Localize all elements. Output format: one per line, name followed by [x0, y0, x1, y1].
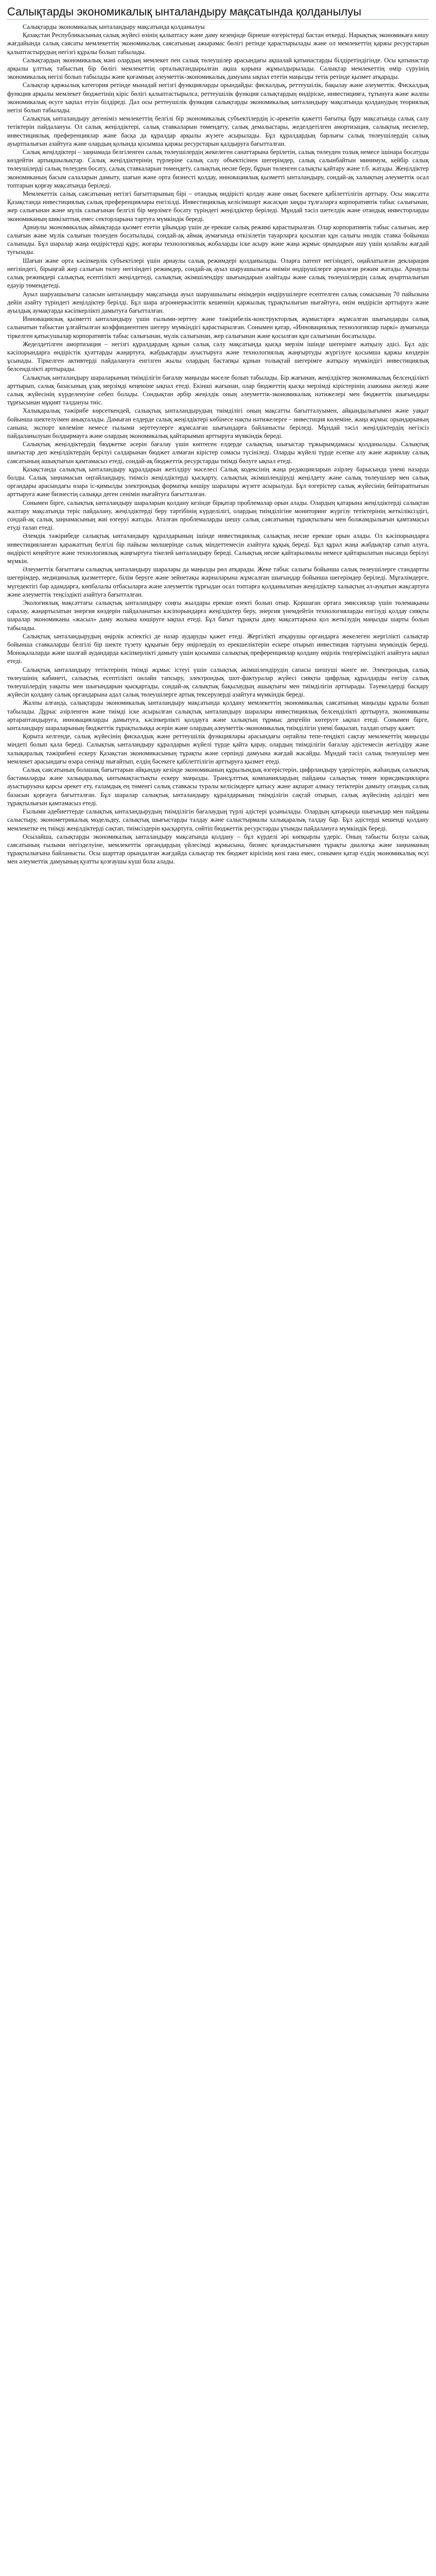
paragraph: Жалпы алғанда, салықтарды экономикалық ынталандыру мақсатында қолдану мемлекеттің экономикалық саясатының маңызды құралы болып табылады. Дұрыс әзірленген және тиімді іске асырылған салықтық ынталандыру шаралары инвестициялық белсенділікті арттыруға, экономиканы әртараптандыруға, инновацияларды дамытуға, кәсіпкерлікті қолдауға және халықтың тұрмыс деңгейін көтеруге ықпал етеді. Сонымен бірге, ынталандыру шараларының бюджеттік тұрақтылыққа әсерін және олардың әлеуметтік-экономикалық тиімділігін үнемі бақылап, талдап отыру қажет. — [7, 699, 429, 732]
paragraph: Салықтар қаржылық категория ретінде мынадай негізгі функцияларды орындайды: фискалдық, реттеушілік, бақылау және әлеуметтік. Фискалдық функция арқылы мемлекет бюджетінің кіріс бөлігі қалыптастырылса, реттеушілік функция салықтардың өндіріске, инвестицияға, тұтынуға және жалпы экономикалық өсуге ықпал етуін білдіреді. Дәл осы реттеушілік функция салықтарды экономикалық ынталандыру мақсатында қолданудың теориялық негізі болып табылады. — [7, 81, 429, 114]
paragraph: Қорыта келгенде, салық жүйесінің фискалдық және реттеушілік функциялары арасындағы оңтайлы тепе-теңдікті сақтау мемлекеттің маңызды міндеті болып қала береді. Салықтық ынталандыру құралдарын жүйелі түрде қайта қарау, олардың тиімділігін бағалау әдістемесін жетілдіру және халықаралық тәжірибені ескеру Қазақстан экономикасының тұрақты және серпінді дамуына жағдай жасайды. Мұндай тәсіл салық төлеушілер мен мемлекет арасындағы өзара сенімді нығайтып, елдің бәсекеге қабілеттілігін арттыруға қызмет етеді. — [7, 733, 429, 765]
paragraph: Ғылыми әдебиеттерде салықтық ынталандырудың тиімділігін бағалаудың түрлі әдістері ұсынылады. Олардың қатарында шығындар мен пайданы салыстыру, эконометрикалық модельдеу, салықтық шығыстарды талдау және салыстырмалы халықаралық талдау бар. Бұл әдістерді кешенді қолдану мемлекетке ең тиімді жеңілдіктерді сақтап, тиімсіздерін қысқартуға, сөйтіп бюджеттік ресурстарды ұтымды пайдалануға мүмкіндік береді. — [7, 808, 429, 832]
paragraph: Әлеуметтік бағыттағы салықтық ынталандыру шаралары да маңызды рөл атқарады. Жеке табыс салығы бойынша салық төлеушілерге стандартты шегерімдер, медициналық қызметтерге, білім беруге және зейнетақы жарналарына жұмсалған шығындар бойынша шегерімдер беріледі. Мұғалімдерге, мүгедектігі бар адамдарға, көпбалалы отбасыларға және әлеуметтік тұрғыдан осал топтарға қолданылатын жеңілдіктер халықтың әл-ауқатын жақсартуға және әлеуметтік теңсіздікті азайтуға бағытталған. — [7, 566, 429, 598]
paragraph: Әлемдік тәжірибеде салықтық ынталандыру құралдарының ішінде инвестициялық салықтық несие ерекше орын алады. Ол кәсіпорындарға инвестицияланған қаражаттың белгілі бір пайызы мөлшерінде салық міндеттемесін азайтуға құқық береді. Бұл құрал жаңа жабдықтар сатып алуға, өндірісті кеңейтуге және технологиялық жаңғыртуға тікелей ынталандыру береді. Салықтық несие қайтарылмалы немесе қайтарылатын нысанда берілуі мүмкін. — [7, 532, 429, 565]
paragraph: Қазақстан Республикасының салық жүйесі өзінің қалыптасу және даму кезеңінде бірнеше өзгерістерді бастан өткерді. Нарықтық экономикаға көшу жағдайында салық саясаты мемлекеттің экономикалық саясатының ажырамас бөлігі ретінде қарастырылады және ол мемлекеттің қаржы ресурстарын қалыптастырудың негізгі құралы болып табылады. — [7, 31, 429, 56]
paragraph: Шағын және орта кәсіпкерлік субъектілері үшін арнаулы салық режимдері қолданылады. Оларға патент негізіндегі, оңайлатылған декларация негізіндегі, бірыңғай жер салығын төлеу негізіндегі режимдер, сондай-ақ ауыл шаруашылығы өнімін өндірушілерге арналған режим жатады. Арнаулы салық режимдері салықтық есептілікті жеңілдетеді, салықтық әкімшілендіру шығындарын азайтады және салық төлеушілердің салық ауыртпалығын едәуір төмендетеді. — [7, 257, 429, 290]
paragraph: Осылайша, салықтарды экономикалық ынталандыру мақсатында қолдану – бұл күрделі әрі көпқырлы үдеріс. Оның табысты болуы салық саясатының ғылыми негізделуіне, мемлекеттік органдардың үйлесімді жұмысына, бизнес қоғамдастығымен тұрақты диалогқа және заңнаманың тұрақтылығына байланысты. Осы шарттар орындалған жағдайда салықтар тек бюджет кірісінің көзі ғана емес, сонымен қатар елдің экономикалық өсуі мен әлеуметтік дамуының қуатты қозғаушы күші бола алады. — [7, 833, 429, 866]
page-title: Салықтарды экономикалық ынталандыру мақсатында қолданылуы — [7, 5, 429, 20]
paragraph: Сонымен бірге, салықтық ынталандыру шараларын қолдану кезінде бірқатар проблемалар орын алады. Олардың қатарына жеңілдіктерді салықтан жалтару мақсатында теріс пайдалану, жеңілдіктерді беру тәртібінің күрделілігі, олардың тиімділігіне мониторинг жүргізу тетіктерінің жеткіліксіздігі, сондай-ақ салық заңнамасының жиі өзгеруі жатады. Аталған проблемаларды шешу салық саясатының тұрақтылығы мен болжамдылығын қамтамасыз етуді талап етеді. — [7, 499, 429, 532]
paragraph: Ауыл шаруашылығы саласын ынталандыру мақсатында ауыл шаруашылығы өнімдерін өндірушілерге есептелген салық сомасының 70 пайызына дейін азайту түріндегі жеңілдіктер берілді. Бұл шара агроөнеркәсіптік кешеннің қаржылық тұрақтылығын нығайтуға, өнім өндірісін арттыруға және ауылдық аумақтарда кәсіпкерлікті дамытуға бағытталған. — [7, 290, 429, 314]
paragraph: Қазақстанда салықтық ынталандыру құралдарын жетілдіру мәселесі Салық кодексінің жаңа редакцияларын әзірлеу барысында үнемі назарда болды. Салық заңнамасын оңтайландыру, тиімсіз жеңілдіктерді қысқарту, салықтық әкімшілендіруді жеңілдету және салық төлеушілер мен салық органдары арасындағы өзара іс-қимылды электрондық форматқа көшіру шаралары жүзеге асырылуда. Бұл өзгерістер салық жүйесінің бейтараптығын арттыруға және бизнестің салыққа деген сенімін нығайтуға бағытталған. — [7, 465, 429, 498]
paragraph: Экологиялық мақсаттағы салықтық ынталандыру соңғы жылдары ерекше өзекті болып отыр. Қоршаған ортаға эмиссиялар үшін төлемақыны саралау, жаңартылатын энергия көздерін пайдаланатын кәсіпорындарға жеңілдіктер беру, энергия үнемдейтін технологияларды енгізуді қолдау сияқты шаралар экономиканы «жасыл» даму жолына көшіруге ықпал етеді. Бұл бағыт тұрақты даму мақсаттарына қол жеткізудің маңызды шарты болып табылады. — [7, 599, 429, 632]
paragraph: Халықаралық тәжірибе көрсеткендей, салықтық ынталандырудың тиімділігі оның мақсатты бағытталуымен, айқындылығымен және уақыт бойынша шектелуімен анықталады. Дамыған елдерде салық жеңілдіктері көбінесе нақты нәтижелерге – инвестиция көлеміне, жаңа жұмыс орындарының санына, экспорт көлеміне немесе ғылыми зерттеулерге жұмсалған шығындарға байланысты беріледі. Мұндай тәсіл жеңілдіктердің негізсіз пайдаланылуын болдырмауға және олардың экономикалық қайтарымын арттыруға мүмкіндік береді. — [7, 407, 429, 439]
paragraph: Инновациялық қызметті ынталандыру үшін ғылыми-зерттеу және тәжірибелік-конструкторлық жұмыстарға жұмсалған шығындарды салық салынатын табыстан ұлғайтылған коэффициентпен шегеру мүмкіндігі қарастырылған. Сонымен қатар, «Инновациялық технологиялар паркі» аумағында тіркелген қатысушылар корпоративтік табыс салығынан, мүлік салығынан, жер салығынан және қосылған құн салығынан босатылады. — [7, 315, 429, 340]
article-subtitle: Салықтарды экономикалық ынталандыру мақсатында қолданылуы — [23, 23, 205, 30]
paragraph: Салық саясатының болашақ бағыттарын айқындау кезінде экономиканың құрылымдық өзгерістерін, цифрландыру үдерістерін, жаһандық салықтық бастамаларды және халықаралық ынтымақтастықты ескеру маңызды. Трансұлттық компаниялардың пайданы салықтық төмен юрисдикцияларға ауыстыруына қарсы әрекет ету, ғаламдық ең төменгі салық ставкасы туралы келісімдерге қатысу және ақпарат алмасу тетіктерін дамыту отандық салық базасын қорғауға бағытталған. Бұл шаралар салықтық ынталандыру құралдарының тиімділігін сақтай отырып, салық жүйесінің әділдігі мен тұрақтылығын қамтамасыз етеді. — [7, 766, 429, 807]
article-body — [7, 23, 429, 866]
paragraph: Арнаулы экономикалық аймақтарда қызмет ететін ұйымдар үшін де ерекше салық режимі қарастырылған. Олар корпоративтік табыс салығын, жер салығын және мүлік салығын төлеуден босатылады, сондай-ақ аймақ аумағында өткізілетін тауарларға қосылған құн салығы нөлдік ставка бойынша салынады. Бұл шаралар жаңа өндірістерді құру, жоғары технологиялық жобаларды іске асыру және жаңа жұмыс орындарын ашу үшін қолайлы жағдай туғызады. — [7, 223, 429, 256]
paragraph: Мемлекеттік салық саясатының негізгі бағыттарының бірі – отандық өндірісті қолдау және оның бәсекеге қабілеттілігін арттыру. Осы мақсатта Қазақстанда инвестициялық салық преференциялары енгізілді. Инвестициялық келісімшарт жасасқан заңды тұлғаларға корпоративтік табыс салығынан, жер салығынан және мүлік салығынан белгілі бір мерзімге босату түріндегі жеңілдіктер беріледі. Мұндай тәсіл шетелдік және отандық инвесторларды экономиканың шикізаттық емес секторларына тартуға мүмкіндік береді. — [7, 190, 429, 223]
paragraph: Салық жеңілдіктері – заңнамада белгіленген салық төлеушілердің жекелеген санаттарына берілетін, салық төлеуден толық немесе ішінара босатуды көздейтін артықшылықтар. Салық жеңілдіктерінің түрлеріне салық салу объектісінен шегерімдер, салық салынбайтын минимум, кейбір салық төлеушілерді салық төлеуден босату, салық ставкаларын төмендету, салықтық несие беру, бұрын төленген салықты қайтару және т.б. жатады. Жеңілдіктер экономиканың басым салаларын дамыту, шағын және орта бизнесті қолдау, инновациялық қызметті ынталандыру, сондай-ақ халықтың әлеуметтік осал топтарын қорғау мақсатында беріледі. — [7, 148, 429, 189]
paragraph: Салықтық жеңілдіктердің бюджетке әсерін бағалау үшін көптеген елдерде салықтық шығыстар тұжырымдамасы қолданылады. Салықтық шығыстар деп жеңілдіктердің берілуі салдарынан бюджет алмаған кірістер сомасы түсініледі. Оларды жүйелі түрде есепке алу және жариялау салық саясатының ашықтығын қамтамасыз етеді, сондай-ақ бюджеттік ресурстарды тиімді бөлуге ықпал етеді. — [7, 440, 429, 465]
paragraph: Салықтардың экономикалық мәні олардың мемлекет пен салық төлеушілер арасындағы ақшалай қатынастарды білдіретіндігінде. Осы қатынастар арқылы ұлттық табыстың бір бөлігі мемлекеттің орталықтандырылған ақша қорына жұмылдырылады. Салықтар мемлекеттің өмір сүруінің экономикалық негізі болып табылады және қоғамның әлеуметтік-экономикалық дамуына ықпал ететін маңызды тетік ретінде қызмет атқарады. — [7, 56, 429, 81]
paragraph: Салықтық ынталандыру тетіктерінің тиімді жұмыс істеуі үшін салықтық әкімшілендірудің сапасы шешуші мәнге ие. Электрондық салық төлеушінің кабинеті, салықтық есептілікті онлайн тапсыру, электрондық шот-фактуралар жүйесі сияқты цифрлық құралдарды енгізу салық төлеушілердің уақыты мен шығындарын қысқартады, сондай-ақ салықтық бақылаудың ашықтығы мен тиімділігін арттырады. Тәуекелдерді басқару жүйесін қолдану салық органдарына адал салық төлеушілерге артық тексерулерді азайтуға мүмкіндік береді. — [7, 666, 429, 699]
article — [0, 0, 436, 876]
paragraph: Салықтық ынталандыру дегеніміз мемлекеттің белгілі бір экономикалық субъектілердің іс-әрекетін қажетті бағытқа бұру мақсатында салық салу тетіктерін пайдалануы. Ол салық жеңілдіктері, салық ставкаларын төмендету, салық демалыстары, жеделдетілген амортизация, салықтық несиелер, инвестициялық преференциялар және басқа да құралдар арқылы жүзеге асырылады. Бұл құралдардың барлығы салық төлеушілердің салық ауыртпалығын азайтуға және олардың қолында қосымша қаржы ресурстарын қалдыруға бағытталған. — [7, 115, 429, 147]
paragraph-list — [7, 31, 429, 866]
paragraph: Жеделдетілген амортизация – негізгі құралдардың құнын салық салу мақсатында қысқа мерзім ішінде шегерімге жатқызу әдісі. Бұл әдіс кәсіпорындарға өндірістік қуаттарды жаңартуға, жабдықтарды ауыстыруға және технологиялық жаңғыртуды жүргізуге қосымша қаржы көздерін ұсынады. Тіркелген активтерді пайдалануға енгізген жылы олардың бастапқы құнын толықтай шегерімге жатқызу мүмкіндігі инвестициялық белсенділікті арттырады. — [7, 340, 429, 373]
paragraph: Салықтық ынталандырудың өңірлік аспектісі де назар аударуды қажет етеді. Жергілікті атқарушы органдарға жекелеген жергілікті салықтар бойынша ставкаларды белгілі бір шекте түзету құқығын беру өңірлердің өз ерекшеліктерін ескере отырып инвестиция тартуына мүмкіндік береді. Моноқалаларда және шалғай аудандарда кәсіпкерлікті дамыту үшін қосымша салықтық преференциялар қолдану өңірлік теңгерімсіздікті азайтуға ықпал етеді. — [7, 632, 429, 665]
paragraph: Салықтық ынталандыру шараларының тиімділігін бағалау маңызды мәселе болып табылады. Бір жағынан, жеңілдіктер экономикалық белсенділікті арттырып, салық базасының ұзақ мерзімді кеңеюіне ықпал етеді. Екінші жағынан, олар бюджеттің қысқа мерзімді кірістерінің азаюына әкеледі және салық жүйесінің күрделенуіне себеп болады. Сондықтан әрбір жеңілдік оның әлеуметтік-экономикалық нәтижелері мен бюджеттік шығындары тұрғысынан мұқият талдануы тиіс. — [7, 374, 429, 406]
